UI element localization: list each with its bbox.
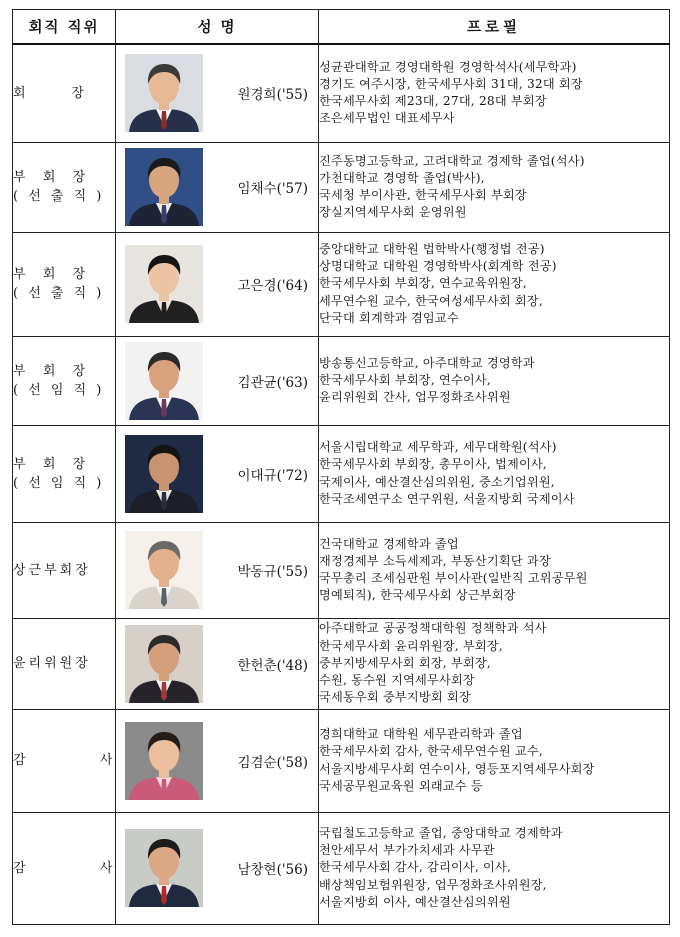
profile-line: 윤리위원회 간사, 업무정화조사위원 — [319, 390, 511, 405]
header-profile: 프로필 — [319, 10, 670, 45]
header-name: 성 명 — [116, 10, 319, 45]
profile-line: 국립철도고등학교 졸업, 중앙대학교 경제학과 — [319, 825, 563, 840]
profile-cell — [319, 232, 670, 336]
officers-table — [12, 9, 670, 925]
table-row — [13, 44, 670, 142]
profile-line: 아주대학교 공공정책대학원 정책학과 석사 — [319, 621, 547, 636]
person-cell — [116, 522, 319, 618]
profile-line: 세무연수원 교수, 한국여성세무사회 회장, — [319, 293, 543, 308]
profile-line: 상명대학교 대학원 경영학박사(회계학 전공) — [319, 259, 557, 274]
profile-line: 배상책임보험위원장, 업무정화조사위원장, — [319, 877, 547, 892]
person-cell — [116, 425, 319, 522]
position-cell: 감 사 — [13, 709, 116, 812]
profile-cell — [319, 522, 670, 618]
profile-line: 한국세무사회 부회장, 연수이사, — [319, 372, 491, 387]
position-cell: 부 회 장 ( 선 출 직 ) — [13, 232, 116, 336]
portrait-photo — [125, 829, 203, 907]
table-row — [13, 232, 670, 336]
portrait-photo — [125, 54, 203, 132]
person-cell — [116, 44, 319, 142]
profile-line: 서울지방회 이사, 예산결산심의위원 — [319, 894, 511, 909]
person-name: 김겸순('58) — [237, 754, 308, 771]
portrait-photo — [125, 245, 203, 323]
profile-cell — [319, 812, 670, 924]
profile-line: 진주동명고등학교, 고려대학교 경제학 졸업(석사) — [319, 153, 585, 168]
profile-line: 재정경제부 소득세제과, 부동산기획단 과장 — [319, 553, 551, 568]
portrait-photo — [125, 148, 203, 226]
table-row — [13, 336, 670, 425]
person-name: 임채수('57) — [237, 181, 308, 197]
position-cell: 부 회 장 ( 선 출 직 ) — [13, 142, 116, 232]
profile-line: 한국세무사회 윤리위원장, 부회장, — [319, 638, 503, 653]
profile-line: 조은세무법인 대표세무사 — [319, 111, 455, 126]
position-cell: 상근부회장 — [13, 522, 116, 618]
person-cell — [116, 812, 319, 924]
profile-line: 국제이사, 예산결산심의위원, 중소기업위원, — [319, 474, 555, 489]
position-cell: 부 회 장 ( 선 임 직 ) — [13, 336, 116, 425]
person-name: 김관균('63) — [237, 374, 308, 391]
profile-cell — [319, 142, 670, 232]
profile-line: 성균관대학교 경영대학원 경영학석사(세무학과) — [319, 59, 577, 74]
table-row — [13, 522, 670, 618]
profile-line: 단국대 회계학과 겸임교수 — [319, 310, 459, 325]
person-cell — [116, 618, 319, 709]
profile-cell — [319, 709, 670, 812]
portrait-photo — [125, 435, 203, 513]
portrait-photo — [125, 342, 203, 420]
portrait-photo — [125, 625, 203, 703]
position-cell: 윤리위원장 — [13, 618, 116, 709]
table-row — [13, 618, 670, 709]
header-position: 회직 직위 — [13, 10, 116, 45]
profile-line: 국세동우회 중부지방회 회장 — [319, 690, 471, 705]
position-cell: 감 사 — [13, 812, 116, 924]
portrait-photo — [125, 722, 203, 800]
profile-line: 서울지방세무사회 연수이사, 영등포지역세무사회장 — [319, 761, 595, 776]
person-name: 박동규('55) — [237, 564, 308, 580]
person-cell — [116, 232, 319, 336]
person-cell — [116, 709, 319, 812]
header-row — [13, 10, 670, 45]
profile-line: 한국세무사회 제23대, 27대, 28대 부회장 — [319, 94, 547, 109]
person-name: 원경희('55) — [237, 87, 308, 104]
profile-line: 서울시립대학교 세무학과, 세무대학원(석사) — [319, 440, 557, 455]
profile-line: 한국조세연구소 연구위원, 서울지방회 국제이사 — [319, 491, 575, 506]
person-name: 한헌춘('48) — [237, 657, 308, 674]
profile-line: 한국세무사회 감사, 감리이사, 이사, — [319, 860, 512, 875]
profile-line: 한국세무사회 부회장, 연수교육위원장, — [319, 276, 527, 291]
profile-line: 경기도 여주시장, 한국세무사회 31대, 32대 회장 — [319, 77, 583, 92]
person-name: 남창현('56) — [237, 862, 308, 878]
profile-line: 수원, 동수원 지역세무사회장 — [319, 673, 475, 688]
profile-line: 한국세무사회 감사, 한국세무연수원 교수, — [319, 744, 543, 759]
position-cell: 부 회 장 ( 선 임 직 ) — [13, 425, 116, 522]
profile-line: 국세청 부이사관, 한국세무사회 부회장 — [319, 188, 527, 202]
person-cell — [116, 336, 319, 425]
profile-line: 국무총리 조세심판원 부이사관(일반직 고위공무원 — [319, 571, 588, 585]
person-name: 고은경('64) — [237, 278, 308, 294]
profile-line: 한국세무사회 부회장, 총무이사, 법제이사, — [319, 457, 547, 472]
person-name: 이대규('72) — [237, 467, 308, 484]
profile-cell — [319, 44, 670, 142]
profile-line: 건국대학교 경제학과 졸업 — [319, 536, 459, 551]
profile-line: 국세공무원교육원 외래교수 등 — [319, 778, 483, 793]
position-cell: 회 장 — [13, 44, 116, 142]
profile-line: 장실지역세무사회 운영위원 — [319, 205, 467, 220]
profile-line: 중부지방세무사회 회장, 부회장, — [319, 655, 491, 670]
profile-line: 방송통신고등학교, 아주대학교 경영학과 — [319, 355, 535, 370]
profile-cell — [319, 425, 670, 522]
profile-line: 명예퇴직), 한국세무사회 상근부회장 — [319, 588, 516, 603]
profile-cell — [319, 336, 670, 425]
table-row — [13, 142, 670, 232]
table-row — [13, 812, 670, 924]
profile-line: 중앙대학교 대학원 법학박사(행정법 전공) — [319, 241, 545, 256]
person-cell — [116, 142, 319, 232]
profile-line: 경희대학교 대학원 세무관리학과 졸업 — [319, 727, 523, 742]
profile-line: 가천대학교 경영학 졸업(박사), — [319, 170, 485, 185]
table-row — [13, 425, 670, 522]
profile-line: 천안세무서 부가가치세과 사무관 — [319, 843, 495, 858]
portrait-photo — [125, 531, 203, 609]
table-row — [13, 709, 670, 812]
profile-cell — [319, 618, 670, 709]
